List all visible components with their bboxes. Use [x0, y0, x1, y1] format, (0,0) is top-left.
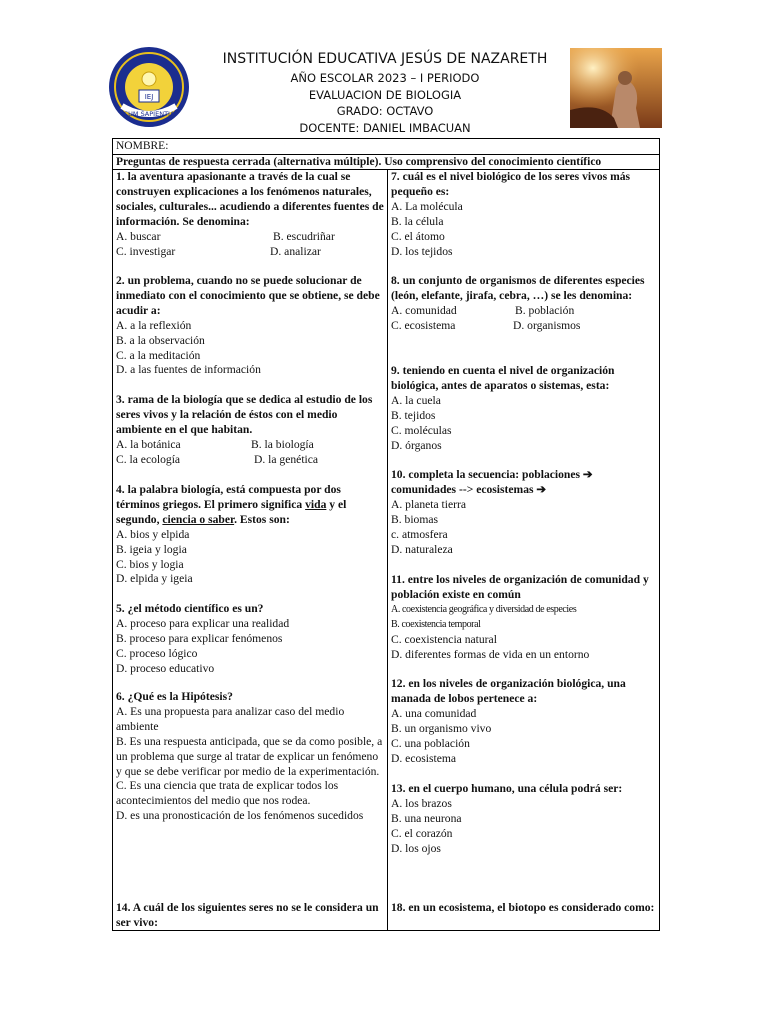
teacher-label: DOCENTE: DANIEL IMBACUAN — [299, 120, 471, 135]
question-3 — [116, 393, 384, 468]
question-12-option-b[interactable]: B. un organismo vivo — [391, 721, 492, 735]
question-6-option-a[interactable]: A. Es una propuesta para analizar caso del medio ambiente — [116, 704, 345, 733]
exam-title: EVALUACION DE BIOLOGIA — [308, 87, 462, 102]
question-4-option-c[interactable]: C. bios y logia — [116, 557, 184, 571]
institution-name: INSTITUCIÓN EDUCATIVA JESÚS DE NAZARETH — [222, 51, 548, 67]
logo-motto: CUM SAPIENTIA — [123, 110, 175, 118]
question-5-option-b[interactable]: B. proceso para explicar fenómenos — [116, 631, 283, 645]
question-6 — [116, 690, 384, 824]
question-6-option-b[interactable]: B. Es una respuesta anticipada, que se da como posible, a un problema que surge al tratar de explicar un fenómeno y que se debe verificar por medio de la experimentación. — [116, 734, 383, 778]
question-11 — [391, 573, 659, 662]
question-13-option-b[interactable]: B. una neurona — [391, 811, 462, 825]
question-8-stem: 8. un conjunto de organismos de diferentes especies (león, elefante, jirafa, cebra, …) se les denomina: — [391, 274, 645, 302]
question-10 — [391, 468, 659, 557]
question-10-option-a[interactable]: A. planeta tierra — [391, 497, 466, 511]
question-7-stem: 7. cuál es el nivel biológico de los seres vivos más pequeño es: — [391, 170, 631, 198]
question-1-stem: 1. la aventura apasionante a través de la cual se construyen explicaciones a los fenómenos naturales, sociales, culturales... acudiendo a diferentes fuentes de información. Se denomina: — [116, 170, 384, 228]
question-12 — [391, 677, 659, 766]
question-6-option-d[interactable]: D. es una pronosticación de los fenómenos sucedidos — [116, 809, 364, 823]
section-title: Preguntas de respuesta cerrada (alternativa múltiple). Uso comprensivo del conocimiento científico — [113, 155, 659, 170]
question-8 — [391, 274, 659, 334]
question-4 — [116, 483, 384, 587]
question-4-option-a[interactable]: A. bios y elpida — [116, 527, 190, 541]
question-3-stem: 3. rama de la biología que se dedica al estudio de los seres vivos y la relación de éstos con el medio ambiente en el que habitan. — [116, 393, 373, 436]
praying-figure-image — [570, 48, 662, 128]
question-7-option-d[interactable]: D. los tejidos — [391, 244, 453, 258]
question-8-option-d[interactable]: D. organismos — [513, 318, 581, 332]
question-12-stem: 12. en los niveles de organización biológica, una manada de lobos pertenece a: — [391, 677, 626, 705]
question-1-option-d[interactable]: D. analizar — [270, 244, 321, 258]
question-7 — [391, 170, 659, 259]
question-9 — [391, 364, 659, 453]
question-18-stem: 18. en un ecosistema, el biotopo es considerado como: — [391, 901, 655, 914]
school-logo — [108, 46, 190, 128]
question-11-stem: 11. entre los niveles de organización de comunidad y población existe en común — [391, 573, 649, 601]
question-8-option-c[interactable]: C. ecosistema — [391, 318, 456, 332]
exam-header — [200, 50, 570, 136]
question-9-option-d[interactable]: D. órganos — [391, 438, 442, 452]
question-5 — [116, 602, 384, 677]
question-13-stem: 13. en el cuerpo humano, una célula podrá ser: — [391, 782, 623, 795]
question-5-option-a[interactable]: A. proceso para explicar una realidad — [116, 616, 290, 630]
question-7-option-c[interactable]: C. el átomo — [391, 229, 445, 243]
question-14 — [116, 901, 384, 931]
question-10-option-c[interactable]: c. atmosfera — [391, 527, 448, 541]
question-11-option-d[interactable]: D. diferentes formas de vida en un entorno — [391, 647, 590, 661]
question-5-option-c[interactable]: C. proceso lógico — [116, 646, 198, 660]
question-2 — [116, 274, 384, 378]
question-7-option-b[interactable]: B. la célula — [391, 214, 444, 228]
question-12-option-d[interactable]: D. ecosistema — [391, 751, 457, 765]
exam-table — [112, 138, 660, 931]
question-1-option-a[interactable]: A. buscar — [116, 229, 161, 243]
question-1 — [116, 170, 384, 259]
question-13-option-a[interactable]: A. los brazos — [391, 796, 452, 810]
column-divider — [387, 170, 388, 931]
question-10-stem-line2: comunidades --> ecosistemas ➔ — [391, 482, 547, 496]
question-5-stem: 5. ¿el método científico es un? — [116, 602, 264, 615]
question-10-option-d[interactable]: D. naturaleza — [391, 542, 453, 556]
name-row[interactable] — [113, 139, 659, 155]
question-2-stem: 2. un problema, cuando no se puede solucionar de inmediato con el conocimiento que se obtiene, se debe acudir a: — [116, 274, 380, 317]
question-13 — [391, 782, 659, 857]
question-6-option-c[interactable]: C. Es una ciencia que trata de explicar todos los acontecimientos del medio que nos rodea. — [116, 779, 339, 808]
question-9-option-c[interactable]: C. moléculas — [391, 423, 452, 437]
question-9-option-b[interactable]: B. tejidos — [391, 408, 436, 422]
question-7-option-a[interactable]: A. La molécula — [391, 199, 463, 213]
question-1-option-b[interactable]: B. escudriñar — [273, 229, 335, 243]
question-2-option-c[interactable]: C. a la meditación — [116, 348, 201, 362]
question-11-option-a[interactable]: A. coexistencia geográfica y diversidad de especies — [391, 603, 577, 615]
question-3-option-d[interactable]: D. la genética — [254, 452, 319, 466]
question-2-option-b[interactable]: B. a la observación — [116, 333, 205, 347]
question-13-option-c[interactable]: C. el corazón — [391, 826, 453, 840]
question-6-stem: 6. ¿Qué es la Hipótesis? — [116, 690, 233, 703]
grade-label: GRADO: OCTAVO — [336, 104, 434, 118]
question-3-option-c[interactable]: C. la ecología — [116, 452, 181, 466]
question-12-option-c[interactable]: C. una población — [391, 736, 470, 750]
question-2-option-d[interactable]: D. a las fuentes de información — [116, 363, 261, 377]
name-label: NOMBRE: — [116, 140, 169, 152]
question-8-option-a[interactable]: A. comunidad — [391, 303, 457, 317]
question-18 — [391, 901, 659, 916]
question-3-option-a[interactable]: A. la botánica — [116, 437, 181, 451]
question-3-option-b[interactable]: B. la biología — [251, 437, 314, 451]
question-4-option-b[interactable]: B. igeia y logia — [116, 542, 187, 556]
question-9-option-a[interactable]: A. la cuela — [391, 393, 441, 407]
question-5-option-d[interactable]: D. proceso educativo — [116, 661, 215, 675]
question-4-stem: 4. la palabra biología, está compuesta por dos términos griegos. El primero significa vida y el segundo, ciencia o saber. Estos son: — [116, 483, 347, 526]
question-9-stem: 9. teniendo en cuenta el nivel de organización biológica, antes de aparatos o sistemas, esta: — [391, 364, 615, 392]
question-11-option-c[interactable]: C. coexistencia natural — [391, 632, 497, 646]
question-10-stem-line1: 10. completa la secuencia: poblaciones ➔ — [391, 468, 593, 481]
question-10-option-b[interactable]: B. biomas — [391, 512, 439, 526]
question-8-option-b[interactable]: B. población — [515, 303, 575, 317]
question-1-option-c[interactable]: C. investigar — [116, 244, 176, 258]
question-11-option-b[interactable]: B. coexistencia temporal — [391, 618, 481, 630]
question-4-option-d[interactable]: D. elpida y igeia — [116, 572, 193, 586]
school-year: AÑO ESCOLAR 2023 – I PERIODO — [290, 71, 480, 85]
question-13-option-d[interactable]: D. los ojos — [391, 841, 441, 855]
question-12-option-a[interactable]: A. una comunidad — [391, 706, 477, 720]
svg-text:IEJ: IEJ — [144, 93, 154, 101]
question-2-option-a[interactable]: A. a la reflexión — [116, 318, 192, 332]
question-14-stem: 14. A cuál de los siguientes seres no se le considera un ser vivo: — [116, 901, 379, 929]
